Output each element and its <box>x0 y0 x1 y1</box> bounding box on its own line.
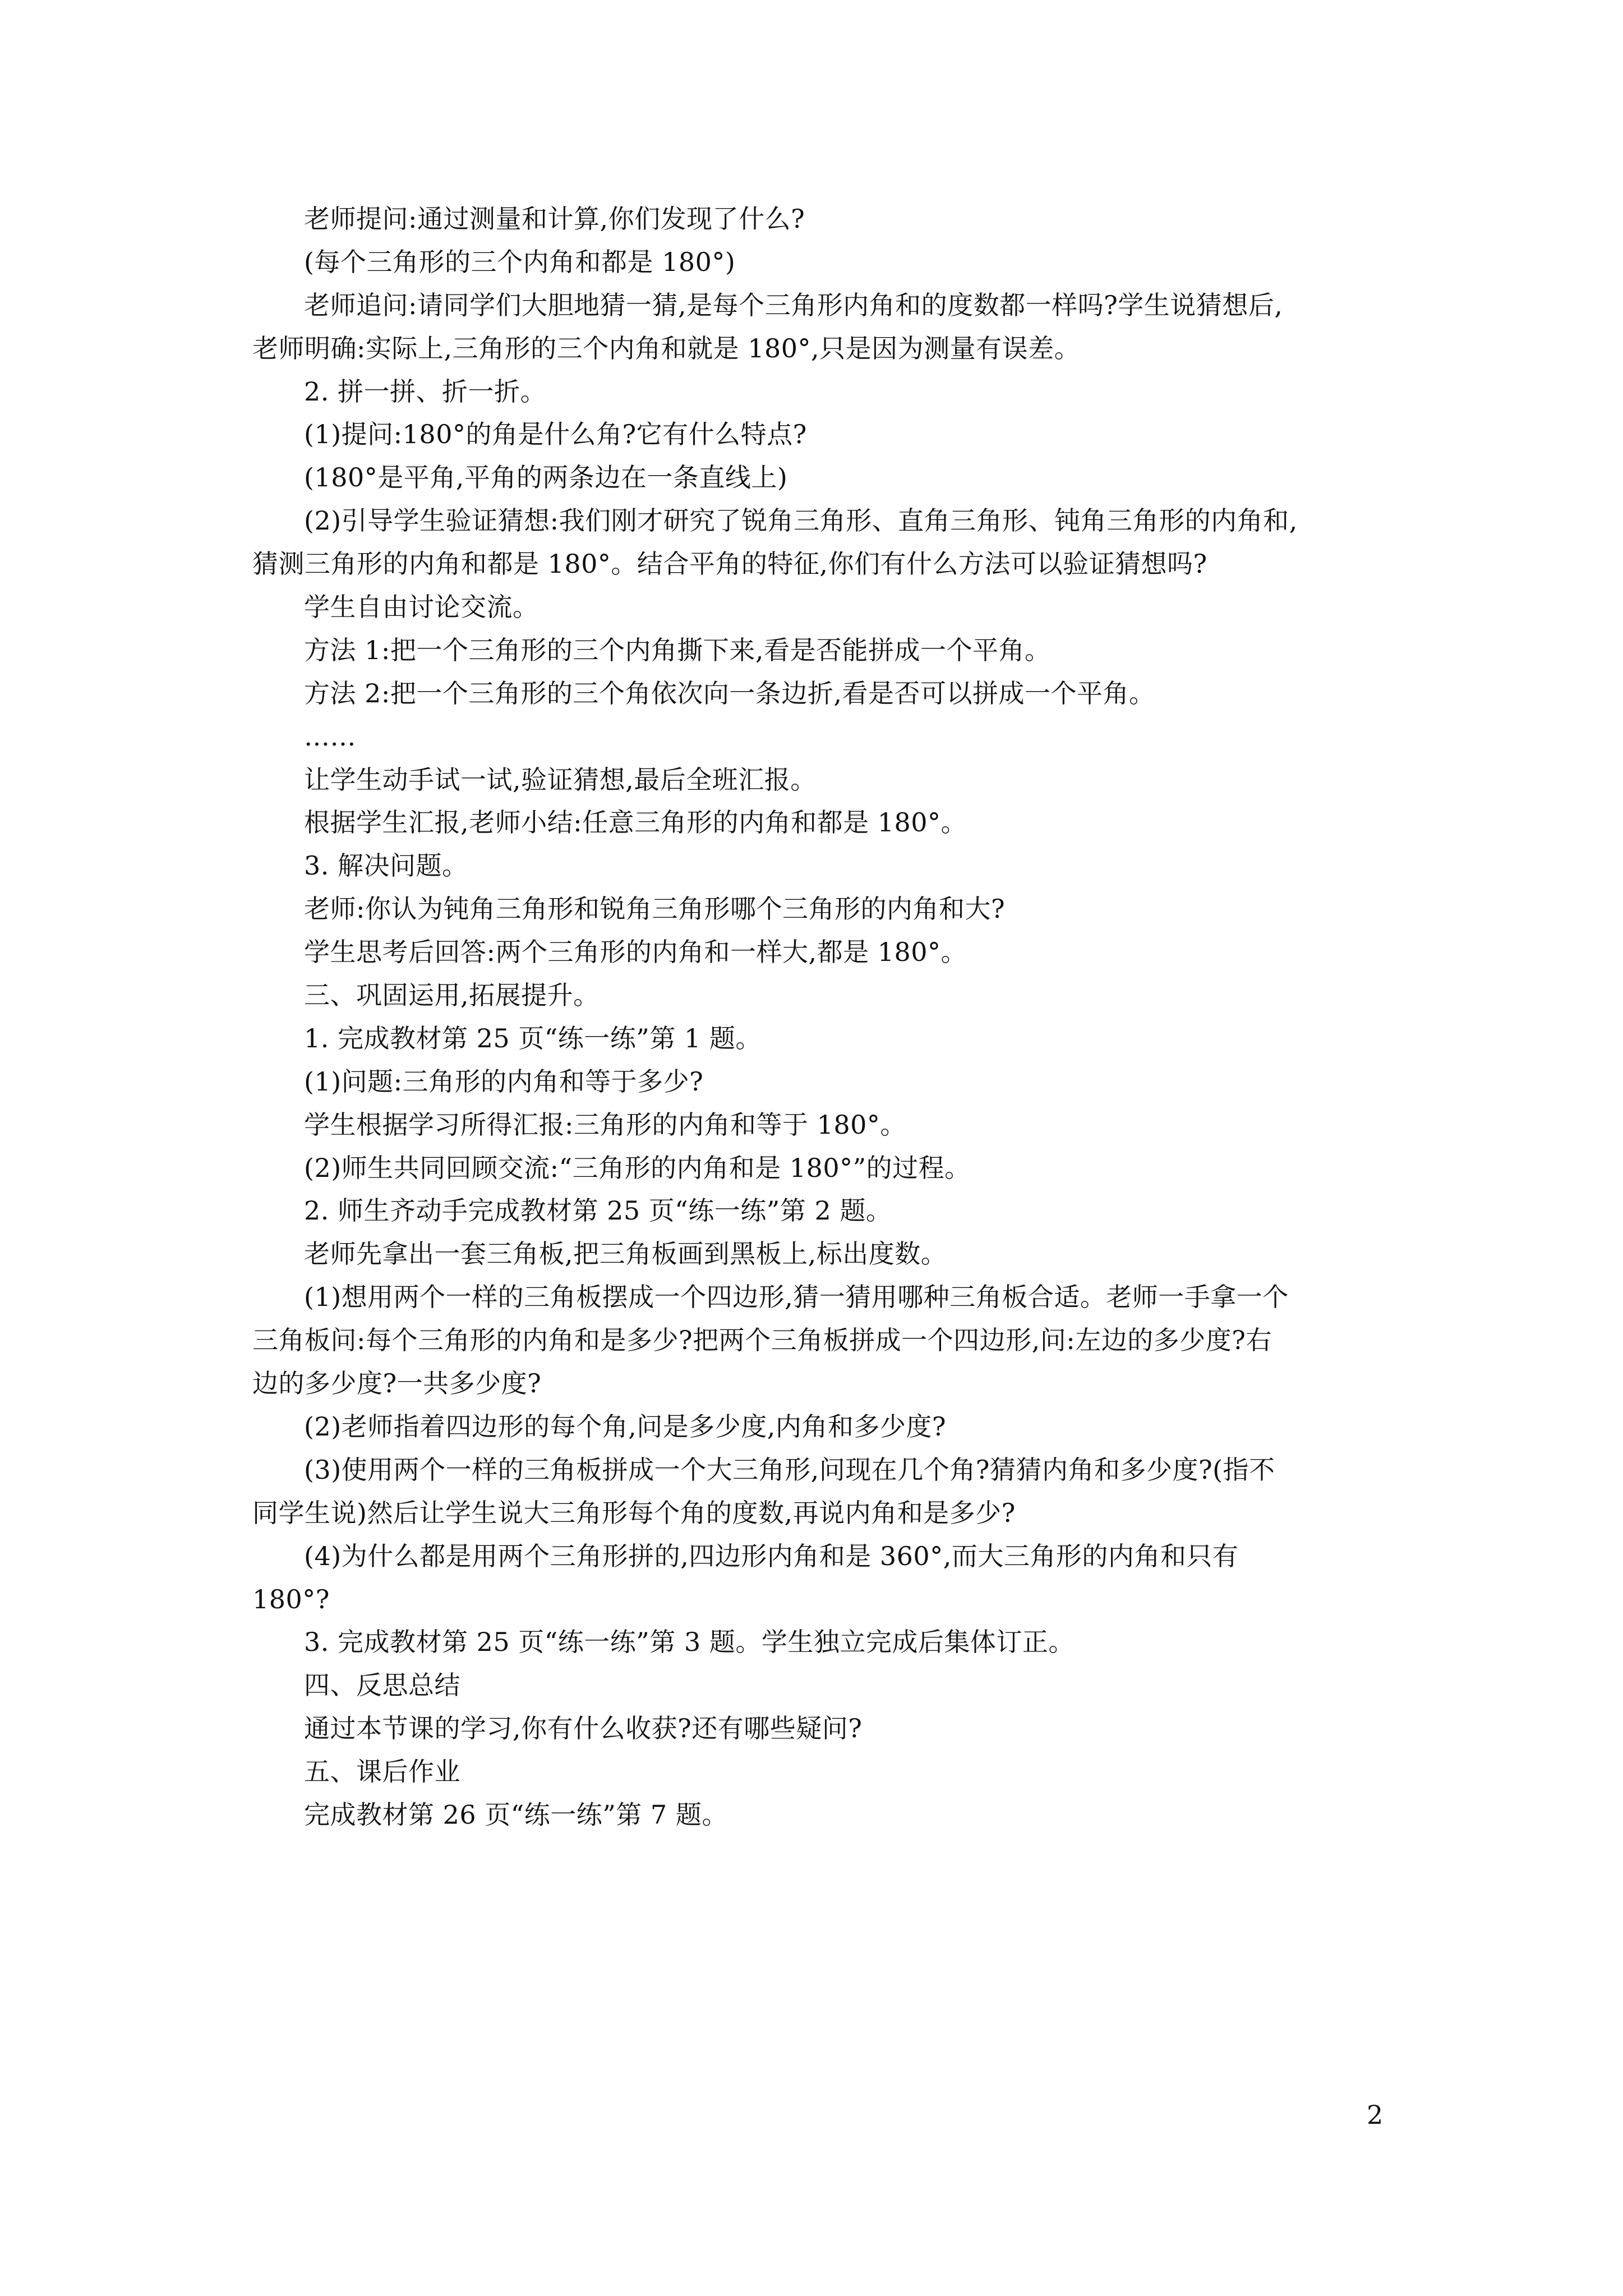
text-line: 方法 1:把一个三角形的三个内角撕下来,看是否能拼成一个平角。 <box>304 634 1051 665</box>
text-line: 让学生动手试一试,验证猜想,最后全班汇报。 <box>304 764 817 795</box>
text-line: (1)问题:三角形的内角和等于多少? <box>304 1066 704 1097</box>
text-line: (180°是平角,平角的两条边在一条直线上) <box>304 462 788 493</box>
text-line: 学生根据学习所得汇报:三角形的内角和等于 180°。 <box>304 1109 906 1140</box>
text-line: (4)为什么都是用两个三角形拼的,四边形内角和是 360°,而大三角形的内角和只有 <box>304 1540 1239 1571</box>
text-line: 老师先拿出一套三角板,把三角板画到黑板上,标出度数。 <box>304 1239 947 1269</box>
text-line: 猜测三角形的内角和都是 180°。结合平角的特征,你们有什么方法可以验证猜想吗? <box>252 549 1207 579</box>
text-line: 同学生说)然后让学生说大三角形每个角的度数,再说内角和是多少? <box>252 1497 1016 1528</box>
text-line: 老师明确:实际上,三角形的三个内角和就是 180°,只是因为测量有误差。 <box>252 333 1081 364</box>
text-line: (3)使用两个一样的三角板拼成一个大三角形,问现在几个角?猜猜内角和多少度?(指不 <box>304 1454 1275 1485</box>
text-line: 四、反思总结 <box>304 1670 460 1701</box>
text-line: 学生思考后回答:两个三角形的内角和一样大,都是 180°。 <box>304 937 967 968</box>
text-line: 2. 拼一拼、折一折。 <box>304 376 547 407</box>
page-number: 2 <box>1367 2100 1384 2130</box>
text-line: (2)引导学生验证猜想:我们刚才研究了锐角三角形、直角三角形、钝角三角形的内角和, <box>304 505 1298 536</box>
text-line: 完成教材第 26 页“练一练”第 7 题。 <box>304 1799 728 1830</box>
text-line: 老师追问:请同学们大胆地猜一猜,是每个三角形内角和的度数都一样吗?学生说猜想后, <box>304 289 1283 320</box>
text-line: (1)想用两个一样的三角板摆成一个四边形,猜一猜用哪种三角板合适。老师一手拿一个 <box>304 1282 1289 1313</box>
text-line: 方法 2:把一个三角形的三个角依次向一条边折,看是否可以拼成一个平角。 <box>304 678 1155 708</box>
text-line: 根据学生汇报,老师小结:任意三角形的内角和都是 180°。 <box>304 807 967 838</box>
text-line: 老师提问:通过测量和计算,你们发现了什么? <box>304 204 805 234</box>
text-line: 三、巩固运用,拓展提升。 <box>304 980 600 1011</box>
text-line: (2)师生共同回顾交流:“三角形的内角和是 180°”的过程。 <box>304 1152 971 1183</box>
text-line: …… <box>304 721 356 752</box>
text-line: 五、课后作业 <box>304 1756 460 1787</box>
text-line: 180°? <box>252 1584 330 1614</box>
text-line: 学生自由讨论交流。 <box>304 592 539 623</box>
text-line: 1. 完成教材第 25 页“练一练”第 1 题。 <box>304 1023 762 1053</box>
lesson-body <box>252 197 1396 1837</box>
text-line: (每个三角形的三个内角和都是 180°) <box>304 246 736 277</box>
text-line: 2. 师生齐动手完成教材第 25 页“练一练”第 2 题。 <box>304 1195 892 1226</box>
text-line: (1)提问:180°的角是什么角?它有什么特点? <box>304 419 807 450</box>
text-line: 边的多少度?一共多少度? <box>252 1368 542 1399</box>
text-line: 老师:你认为钝角三角形和锐角三角形哪个三角形的内角和大? <box>304 894 1006 924</box>
text-line: 通过本节课的学习,你有什么收获?还有哪些疑问? <box>304 1713 863 1744</box>
text-line: 3. 完成教材第 25 页“练一练”第 3 题。学生独立完成后集体订正。 <box>304 1627 1075 1658</box>
text-line: 3. 解决问题。 <box>304 850 468 881</box>
text-line: 三角板问:每个三角形的内角和是多少?把两个三角板拼成一个四边形,问:左边的多少度?右 <box>252 1325 1272 1356</box>
text-line: (2)老师指着四边形的每个角,问是多少度,内角和多少度? <box>304 1411 947 1442</box>
